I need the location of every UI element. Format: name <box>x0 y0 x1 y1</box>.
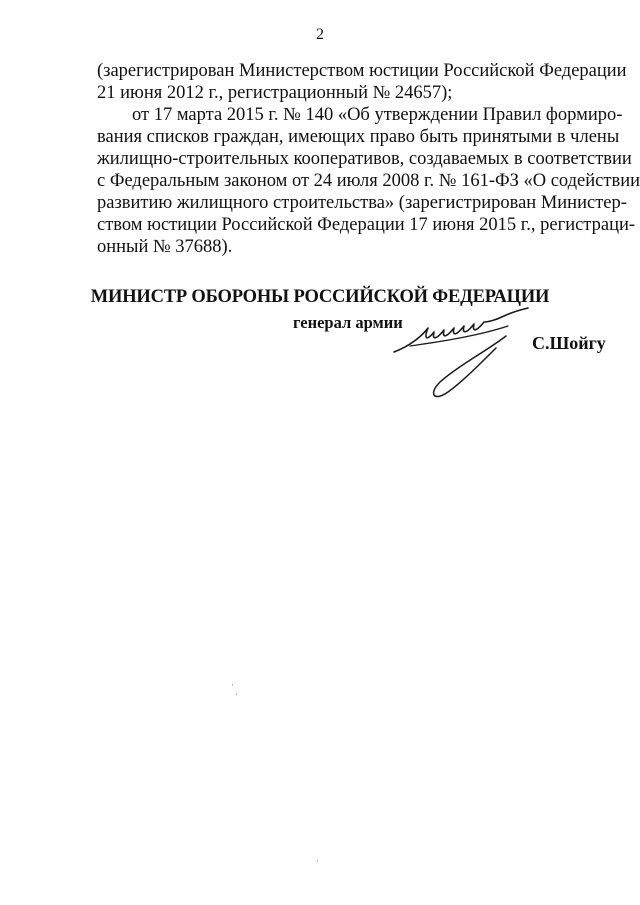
signatory-title: МИНИСТР ОБОРОНЫ РОССИЙСКОЙ ФЕДЕРАЦИИ <box>90 287 550 307</box>
scan-speck <box>236 693 237 695</box>
body-line: 21 июня 2012 г., регистрационный № 24657); <box>97 83 453 103</box>
body-line: жилищно-строительных кооперативов, создаваемых в соответствии <box>97 149 632 169</box>
signatory-name: С.Шойгу <box>532 333 606 353</box>
handwritten-signature <box>388 306 538 400</box>
body-line: (зарегистрирован Министерством юстиции Российской Федерации <box>97 61 627 81</box>
scan-speck <box>317 860 318 862</box>
body-line: с Федеральным законом от 24 июля 2008 г. № 161-ФЗ «О содействии <box>97 171 640 191</box>
signatory-rank: генерал армии <box>293 313 403 332</box>
body-line: от 17 марта 2015 г. № 140 «Об утверждении Правил формиро- <box>132 105 623 125</box>
body-line: онный № 37688). <box>97 237 233 257</box>
scan-speck <box>232 684 233 686</box>
body-line: ством юстиции Российской Федерации 17 июня 2015 г., регистраци- <box>97 215 636 235</box>
body-line: развитию жилищного строительства» (зарегистрирован Министер- <box>97 193 627 213</box>
body-line: вания списков граждан, имеющих право быть принятыми в члены <box>97 127 620 147</box>
page-number: 2 <box>316 26 324 43</box>
